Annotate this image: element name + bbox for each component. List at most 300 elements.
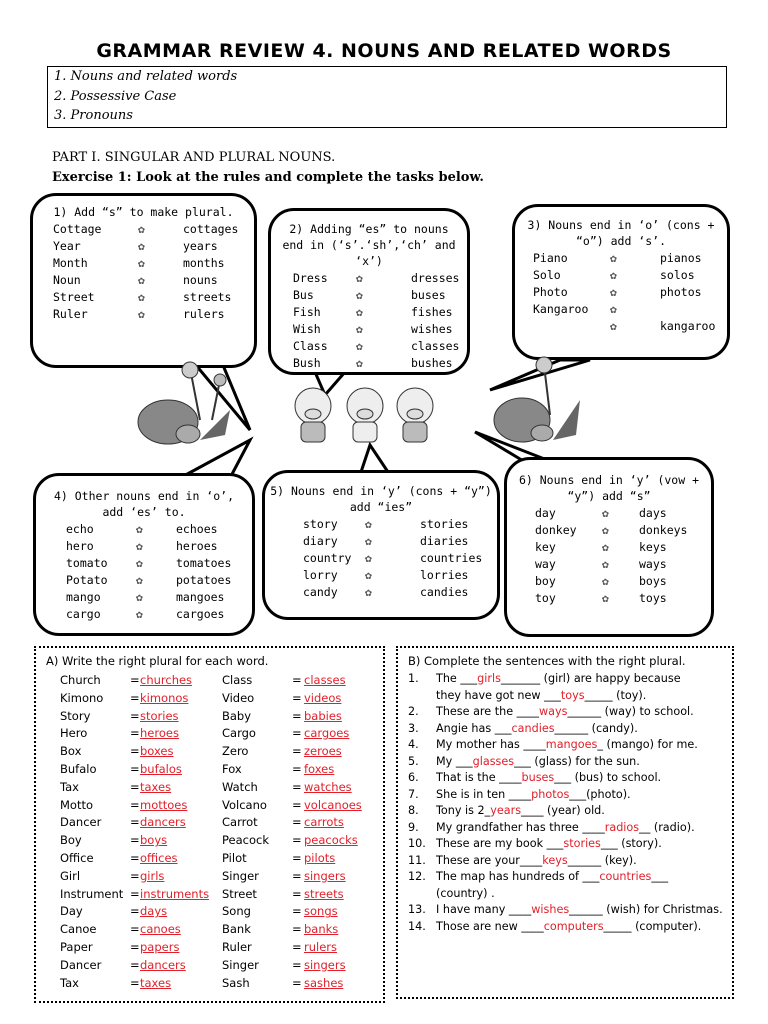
- equals-sign: =: [292, 886, 302, 901]
- sentence-text: My grandfather has three ____: [436, 820, 605, 834]
- base-word: Office: [60, 851, 94, 865]
- example-row: [515, 267, 727, 284]
- plural-answer: boys: [140, 833, 168, 848]
- sentence-line: [436, 737, 698, 754]
- word-row: [60, 921, 215, 938]
- rule-heading-line: 5) Nouns end in ‘y’ (cons + “y”): [270, 484, 492, 498]
- singular-word: Year: [53, 239, 81, 253]
- example-row: [33, 255, 254, 272]
- equals-sign: =: [292, 708, 302, 723]
- plural-word: stories: [420, 517, 469, 531]
- equals-sign: =: [292, 922, 302, 937]
- word-row: [60, 690, 215, 707]
- word-row: [222, 690, 377, 707]
- rule-bubble-3: [512, 204, 730, 360]
- example-row: [271, 270, 467, 287]
- plural-word: wishes: [411, 322, 453, 336]
- answer-word: stories: [563, 837, 601, 850]
- singular-word: Class: [293, 339, 328, 353]
- sentence-text: My mother has ____: [436, 738, 546, 751]
- sentence-text: ______ (way) to school.: [567, 705, 694, 718]
- flower-icon: ✿: [610, 319, 617, 333]
- rule-bubble-5: [262, 470, 500, 620]
- plural-answer: churches: [140, 673, 193, 687]
- singular-word: Bus: [293, 288, 314, 302]
- plural-word: months: [183, 256, 225, 270]
- answer-word: ways: [539, 705, 568, 718]
- equals-sign: =: [292, 815, 302, 830]
- plural-word: tomatoes: [176, 556, 232, 570]
- rule-bubble-4: [33, 473, 255, 636]
- equals-sign: =: [292, 851, 302, 865]
- word-row: [222, 672, 377, 689]
- sentence: [408, 721, 728, 738]
- flower-icon: ✿: [136, 590, 143, 604]
- rule-heading-line: 2) Adding “es” to nouns: [289, 222, 449, 236]
- sentence: [408, 820, 728, 837]
- plural-answer: taxes: [140, 975, 172, 990]
- fruit-flower-illustration-left: [130, 360, 240, 450]
- equals-sign: =: [130, 886, 140, 901]
- singular-word: key: [535, 540, 556, 554]
- sentence-line: [436, 869, 668, 886]
- base-word: Video: [222, 690, 255, 705]
- answer-word: computers: [543, 919, 604, 933]
- plural-answer: rulers: [304, 940, 338, 954]
- sentence-text: These are my book ___: [436, 837, 564, 850]
- plural-answer: kimonos: [140, 690, 189, 705]
- word-row: [60, 797, 215, 814]
- answer-word: wishes: [531, 903, 570, 916]
- plural-answer: babies: [304, 708, 342, 723]
- equals-sign: =: [130, 833, 140, 848]
- plural-answer: banks: [304, 922, 339, 937]
- plural-answer: streets: [304, 886, 344, 901]
- rule-bubble-2: [268, 208, 470, 375]
- singular-word: Street: [53, 290, 95, 304]
- base-word: Singer: [222, 868, 259, 883]
- sentence-line: [436, 754, 640, 771]
- sentence-number: 3.: [408, 721, 419, 735]
- example-row: [271, 304, 467, 321]
- word-row: [60, 868, 215, 885]
- equals-sign: =: [130, 708, 140, 723]
- rule-heading-line: “o”) add ‘s’.: [575, 234, 666, 248]
- flower-icon: ✿: [356, 339, 363, 353]
- plural-answer: stories: [140, 708, 179, 723]
- sentence-text: _____ (computer).: [603, 919, 702, 933]
- sentence-text: That is the ____: [436, 771, 522, 784]
- answer-word: years: [490, 804, 522, 817]
- sentence-line: [436, 886, 495, 903]
- singular-word: candy: [303, 585, 338, 599]
- base-word: Carrot: [222, 815, 258, 830]
- rule-heading-line: 4) Other nouns end in ‘o’,: [53, 489, 234, 503]
- sentence: [408, 737, 728, 754]
- flower-icon: ✿: [602, 574, 609, 588]
- rule-heading-line: add ‘es’ to.: [102, 505, 186, 519]
- base-word: Hero: [60, 726, 88, 741]
- singular-word: Potato: [66, 573, 108, 587]
- base-word: Class: [222, 673, 253, 687]
- sentence-text: ___ (bus) to school.: [554, 771, 662, 784]
- base-word: Instrument: [60, 886, 124, 901]
- singular-word: toy: [535, 591, 556, 605]
- rule-bubble-1: [30, 193, 257, 368]
- singular-word: day: [535, 506, 556, 520]
- plural-word: diaries: [420, 534, 469, 548]
- sentence: [408, 787, 728, 804]
- word-row: [222, 708, 377, 725]
- rule-heading-line: 6) Nouns end in ‘y’ (vow +: [518, 473, 699, 487]
- word-row: [222, 814, 377, 831]
- rule-heading-line: end in (‘s’.‘sh’,‘ch’ and ‘x’): [282, 238, 456, 268]
- example-list: [36, 521, 252, 623]
- equals-sign: =: [130, 868, 140, 883]
- flower-icon: ✿: [136, 539, 143, 553]
- equals-sign: =: [292, 673, 302, 687]
- singular-word: Noun: [53, 273, 81, 287]
- example-row: [36, 555, 252, 572]
- plural-answer: videos: [304, 690, 342, 705]
- answer-word: keys: [542, 853, 568, 867]
- base-word: Peacock: [222, 833, 269, 848]
- rule-heading: [36, 488, 252, 520]
- sentence: [408, 754, 728, 771]
- plural-word: mangoes: [176, 590, 225, 604]
- base-word: Ruler: [222, 940, 252, 954]
- example-row: [265, 584, 497, 601]
- plural-answer: peacocks: [304, 833, 358, 848]
- example-row: [36, 538, 252, 555]
- example-list: [271, 270, 467, 372]
- plural-answer: songs: [304, 904, 338, 919]
- flower-icon: ✿: [610, 302, 617, 316]
- word-row: [222, 886, 377, 903]
- sentence-line: [436, 853, 637, 870]
- equals-sign: =: [292, 744, 302, 759]
- base-word: Bufalo: [60, 762, 97, 776]
- flower-icon: ✿: [602, 540, 609, 554]
- rule-heading: [265, 483, 497, 515]
- flower-icon: ✿: [136, 607, 143, 621]
- sentence-text: ___(photo).: [569, 787, 631, 801]
- example-list: [265, 516, 497, 601]
- flower-icon: ✿: [138, 239, 145, 253]
- singular-word: donkey: [535, 523, 577, 537]
- flower-icon: ✿: [365, 568, 372, 582]
- plural-word: boys: [639, 574, 667, 588]
- equals-sign: =: [130, 673, 140, 687]
- equals-sign: =: [292, 957, 302, 972]
- example-row: [36, 572, 252, 589]
- flower-icon: ✿: [610, 268, 617, 282]
- sentence: [408, 919, 728, 936]
- sentence-text: ___ (glass) for the sun.: [514, 754, 640, 768]
- plural-word: countries: [420, 551, 483, 565]
- sentence-text: ___: [651, 870, 669, 883]
- flower-icon: ✿: [138, 307, 145, 321]
- base-word: Boy: [60, 833, 82, 848]
- plural-word: nouns: [183, 273, 218, 287]
- equals-sign: =: [130, 726, 140, 741]
- plural-word: pianos: [660, 251, 702, 265]
- word-row: [60, 814, 215, 831]
- plural-answer: mottoes: [140, 797, 188, 812]
- sentence-line: [436, 919, 701, 936]
- singular-word: tomato: [66, 556, 108, 570]
- flower-icon: ✿: [138, 256, 145, 270]
- example-row: [507, 556, 711, 573]
- example-row: [507, 522, 711, 539]
- sentence-text: Tony is 2_: [436, 804, 491, 817]
- flower-icon: ✿: [138, 290, 145, 304]
- equals-sign: =: [292, 940, 302, 954]
- example-list: [515, 250, 727, 335]
- plural-answer: cargoes: [304, 726, 350, 741]
- rule-heading: [515, 217, 727, 249]
- sentence-number: 5.: [408, 754, 419, 768]
- word-row: [60, 725, 215, 742]
- plural-word: days: [639, 506, 667, 520]
- example-row: [515, 318, 727, 335]
- singular-word: Dress: [293, 271, 328, 285]
- equals-sign: =: [292, 779, 302, 794]
- piglets-illustration: [285, 380, 445, 452]
- rule-heading-line: add “ies”: [349, 500, 413, 514]
- example-row: [271, 338, 467, 355]
- base-word: Day: [60, 904, 83, 919]
- singular-word: lorry: [303, 568, 338, 582]
- base-word: Paper: [60, 940, 93, 954]
- example-row: [36, 521, 252, 538]
- plural-answer: watches: [304, 779, 352, 794]
- example-row: [265, 516, 497, 533]
- base-word: Tax: [60, 975, 79, 990]
- rule-heading-line: “y”) add “s”: [567, 489, 651, 503]
- answer-word: toys: [560, 688, 585, 702]
- section-a-box: [34, 646, 385, 1003]
- example-row: [33, 221, 254, 238]
- plural-answer: girls: [140, 868, 165, 883]
- equals-sign: =: [292, 726, 302, 741]
- flower-icon: ✿: [356, 271, 363, 285]
- sentence-text: Those are new ____: [436, 919, 544, 933]
- example-row: [507, 573, 711, 590]
- plural-word: ways: [639, 557, 667, 571]
- singular-word: Piano: [533, 251, 568, 265]
- sentence-line: [436, 671, 681, 688]
- example-row: [507, 539, 711, 556]
- plural-answer: singers: [304, 868, 346, 883]
- sentence-text: __ (radio).: [639, 820, 695, 834]
- word-row: [60, 708, 215, 725]
- sentence-line: [436, 803, 605, 820]
- answer-word: glasses: [472, 754, 515, 768]
- example-row: [265, 567, 497, 584]
- word-row: [60, 975, 215, 992]
- flower-icon: ✿: [356, 356, 363, 370]
- flower-icon: ✿: [138, 222, 145, 236]
- answer-word: girls: [477, 672, 501, 685]
- plural-word: dresses: [411, 271, 460, 285]
- plural-answer: dancers: [140, 957, 186, 972]
- singular-word: diary: [303, 534, 338, 548]
- equals-sign: =: [292, 690, 302, 705]
- base-word: Street: [222, 886, 257, 901]
- word-row: [60, 743, 215, 760]
- example-row: [33, 289, 254, 306]
- answer-word: candies: [511, 721, 555, 735]
- base-word: Dancer: [60, 815, 102, 830]
- sentence-line: [436, 902, 723, 919]
- sentence-text: These are the ____: [436, 705, 540, 718]
- sentence: [408, 704, 728, 721]
- fruit-flower-illustration-right: [488, 355, 588, 450]
- word-row: [60, 957, 215, 974]
- equals-sign: =: [130, 815, 140, 830]
- flower-icon: ✿: [356, 322, 363, 336]
- sentence-line: [436, 820, 695, 837]
- exercise-heading: Exercise 1: Look at the rules and complete the tasks below.: [52, 170, 484, 185]
- word-row: [60, 903, 215, 920]
- plural-word: fishes: [411, 305, 453, 319]
- sentence-text: ____ (year) old.: [521, 804, 605, 817]
- sentence: [408, 853, 728, 870]
- plural-answer: instruments: [140, 886, 210, 901]
- example-row: [507, 590, 711, 607]
- equals-sign: =: [130, 975, 140, 990]
- flower-icon: ✿: [136, 573, 143, 587]
- word-row: [222, 957, 377, 974]
- example-row: [507, 505, 711, 522]
- base-word: Story: [60, 708, 91, 723]
- word-row: [60, 850, 215, 867]
- flower-icon: ✿: [610, 285, 617, 299]
- base-word: Dancer: [60, 957, 102, 972]
- base-word: Song: [222, 904, 251, 919]
- plural-word: potatoes: [176, 573, 232, 587]
- section-a-header: A) Write the right plural for each word.: [46, 654, 269, 668]
- example-row: [265, 533, 497, 550]
- sentence-text: My ___: [436, 754, 473, 768]
- sentence-line: [436, 704, 694, 721]
- rule-heading-line: 1) Add “s” to make plural.: [53, 205, 234, 219]
- base-word: Motto: [60, 797, 94, 812]
- example-row: [271, 287, 467, 304]
- equals-sign: =: [130, 922, 140, 937]
- answer-word: mangoes: [545, 738, 598, 751]
- example-row: [33, 306, 254, 323]
- sentence-text: ______ (candy).: [554, 721, 638, 735]
- sentence-text: These are your____: [436, 853, 543, 867]
- sentence-text: The map has hundreds of ___: [436, 870, 600, 883]
- singular-word: Cottage: [53, 222, 102, 236]
- equals-sign: =: [130, 779, 140, 794]
- plural-word: rulers: [183, 307, 225, 321]
- sentence-text: ______ (wish) for Christmas.: [569, 903, 723, 916]
- topic-item: 2. Possessive Case: [54, 88, 177, 104]
- word-row: [60, 886, 215, 903]
- rule-heading-line: 3) Nouns end in ‘o’ (cons +: [527, 218, 715, 232]
- plural-word: photos: [660, 285, 702, 299]
- equals-sign: =: [130, 940, 140, 954]
- sentence-text: She is in ten ____: [436, 787, 532, 801]
- sentence-line: [436, 836, 662, 853]
- plural-answer: pilots: [304, 851, 336, 865]
- base-word: Sash: [222, 975, 250, 990]
- word-row: [222, 725, 377, 742]
- plural-answer: offices: [140, 851, 178, 865]
- plural-word: candies: [420, 585, 469, 599]
- flower-icon: ✿: [136, 522, 143, 536]
- word-row: [222, 921, 377, 938]
- plural-word: lorries: [420, 568, 469, 582]
- flower-icon: ✿: [610, 251, 617, 265]
- sentence-number: 1.: [408, 672, 419, 685]
- equals-sign: =: [130, 797, 140, 812]
- base-word: Baby: [222, 708, 252, 723]
- singular-word: echo: [66, 522, 94, 536]
- sentence-text: _____ (toy).: [584, 688, 647, 702]
- word-row: [60, 779, 215, 796]
- plural-word: toys: [639, 591, 667, 605]
- sentence-number: 11.: [408, 853, 426, 867]
- base-word: Bank: [222, 922, 251, 937]
- plural-answer: days: [140, 904, 168, 919]
- equals-sign: =: [292, 797, 302, 812]
- word-row: [222, 903, 377, 920]
- example-row: [515, 284, 727, 301]
- singular-word: way: [535, 557, 556, 571]
- word-row: [60, 672, 215, 689]
- base-word: Cargo: [222, 726, 256, 741]
- example-row: [33, 272, 254, 289]
- singular-word: Photo: [533, 285, 568, 299]
- flower-icon: ✿: [365, 517, 372, 531]
- base-word: Tax: [60, 779, 79, 794]
- word-row: [60, 832, 215, 849]
- base-word: Watch: [222, 779, 258, 794]
- plural-answer: foxes: [304, 762, 335, 776]
- equals-sign: =: [130, 904, 140, 919]
- sentence-line: [436, 721, 638, 738]
- section-b-header: B) Complete the sentences with the right plural.: [408, 654, 686, 668]
- word-row: [222, 975, 377, 992]
- example-list: [507, 505, 711, 607]
- flower-icon: ✿: [365, 551, 372, 565]
- flower-icon: ✿: [356, 305, 363, 319]
- base-word: Pilot: [222, 851, 247, 865]
- sentence: [408, 671, 728, 704]
- example-row: [36, 589, 252, 606]
- sentence-text: The ___: [436, 672, 478, 685]
- word-row: [60, 939, 215, 956]
- example-list: [33, 221, 254, 323]
- singular-word: boy: [535, 574, 556, 588]
- flower-icon: ✿: [365, 585, 372, 599]
- rule-bubble-6: [504, 457, 714, 637]
- equals-sign: =: [130, 957, 140, 972]
- flower-icon: ✿: [602, 557, 609, 571]
- plural-word: streets: [183, 290, 232, 304]
- example-row: [515, 250, 727, 267]
- example-row: [265, 550, 497, 567]
- answer-word: buses: [521, 771, 555, 784]
- answer-word: photos: [531, 787, 570, 801]
- sentence-line: [436, 688, 646, 705]
- plural-answer: singers: [304, 957, 346, 972]
